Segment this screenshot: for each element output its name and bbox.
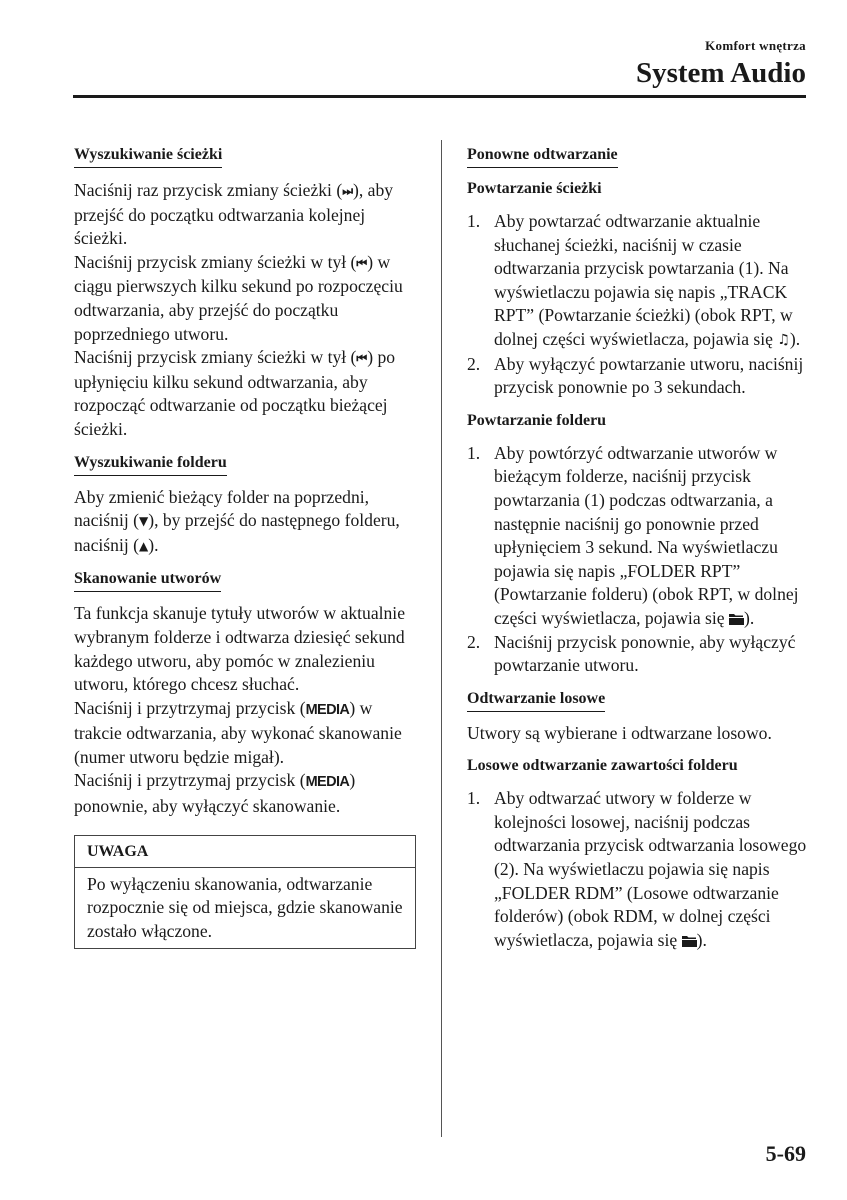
list-number: 2.	[467, 353, 481, 374]
paragraph	[74, 697, 419, 770]
text: Naciśnij przycisk ponownie, aby wyłączyć powtarzanie utworu.	[494, 631, 796, 676]
previous-track-icon: ⏮	[356, 351, 368, 366]
media-button-label: MEDIA	[305, 774, 350, 791]
folder-random-list	[467, 787, 807, 952]
text: Naciśnij przycisk zmiany ścieżki w tył (	[74, 251, 357, 272]
section-label: Komfort wnętrza	[705, 38, 806, 53]
list-number: 1.	[467, 788, 481, 809]
text: Aby zmienić bieżący folder na poprzedni, naciśnij (	[74, 486, 370, 531]
right-column	[467, 140, 807, 952]
list-item	[467, 210, 807, 353]
note-title: UWAGA	[75, 836, 415, 868]
list-number: 2.	[467, 631, 481, 652]
paragraph	[74, 251, 419, 346]
text: ).	[696, 929, 707, 950]
paragraph	[74, 769, 419, 818]
text: ), aby przejść do początku odtwarzania kolejnej ścieżki.	[74, 180, 394, 249]
random-playback-text: Utwory są wybierane i odtwarzane losowo.	[467, 722, 772, 743]
page-title: System Audio	[635, 57, 806, 89]
header-rule	[73, 95, 806, 98]
paragraph	[74, 179, 419, 251]
note-body: Po wyłączeniu skanowania, odtwarzanie rozpocznie się od miejsca, gdzie skanowanie zostało włączone.	[87, 873, 403, 941]
text: Naciśnij i przytrzymaj przycisk (	[74, 697, 306, 718]
text: Aby powtórzyć odtwarzanie utworów w bieżącym folderze, naciśnij przycisk powtarzania (1) podczas odtwarzania, a następnie naciśnij go ponownie przed upłynięciem 3 sekund. Na wyświetlaczu pojawia się napis „FOLDER RPT” (Powtarzanie folderu) (obok RPT, w dolnej części wyświetlacza, pojawia się	[494, 442, 799, 628]
heading-scan: Skanowanie utworów	[74, 568, 221, 592]
heading-random-playback: Odtwarzanie losowe	[467, 688, 605, 712]
text: ) po upłynięciu kilku sekund odtwarzania, aby rozpocząć odtwarzanie od początku bieżącej ścieżki.	[74, 347, 396, 439]
page-number: 5-69	[765, 1141, 806, 1166]
list-item	[467, 787, 807, 952]
column-divider	[441, 140, 442, 1137]
heading-repeat-playback: Ponowne odtwarzanie	[467, 144, 618, 168]
folder-icon	[729, 613, 744, 625]
heading-folder-repeat: Powtarzanie folderu	[467, 411, 607, 429]
next-track-icon: ⏭	[342, 184, 354, 198]
track-search-text	[74, 179, 419, 442]
list-item	[467, 442, 807, 631]
heading-track-search: Wyszukiwanie ścieżki	[74, 144, 222, 168]
list-item	[467, 631, 807, 678]
note-box	[74, 835, 416, 950]
heading-folder-search: Wyszukiwanie folderu	[74, 452, 227, 476]
text: ) w trakcie odtwarzania, aby wykonać skanowanie (numer utworu będzie migał).	[74, 697, 402, 767]
text: Aby odtwarzać utwory w folderze w kolejności losowej, naciśnij podczas odtwarzania przycisk odtwarzania losowego (2). Na wyświetlaczu pojawia się napis „FOLDER RDM” (Losowe odtwarzanie folderów) (obok RDM, w dolnej części wyświetlacza, pojawia się	[494, 788, 807, 950]
paragraph	[74, 346, 419, 441]
text: ) ponownie, aby wyłączyć skanowanie.	[74, 770, 356, 817]
text: ).	[148, 534, 159, 555]
text: ) w ciągu pierwszych kilku sekund po rozpoczęciu odtwarzania, aby przejść do początku poprzedniego utworu.	[74, 251, 403, 344]
text: Aby powtarzać odtwarzanie aktualnie słuchanej ścieżki, naciśnij w czasie odtwarzania przycisk powtarzania (1). Na wyświetlaczu pojawia się napis „TRACK RPT” (Powtarzanie ścieżki) (obok RPT, w dolnej części wyświetlacza, pojawia się	[494, 211, 793, 349]
text: Naciśnij i przytrzymaj przycisk (	[74, 770, 306, 791]
repeat-track-icon: ♫	[777, 331, 790, 348]
text: Aby wyłączyć powtarzanie utworu, naciśnij przycisk ponownie po 3 sekundach.	[494, 353, 804, 398]
heading-folder-random: Losowe odtwarzanie zawartości folderu	[467, 757, 738, 775]
down-arrow-icon: ▼	[138, 514, 149, 529]
text: Naciśnij raz przycisk zmiany ścieżki (	[74, 180, 343, 200]
text: Naciśnij przycisk zmiany ścieżki w tył (	[74, 347, 357, 368]
text: ), by przejść do następnego folderu, naciśnij (	[74, 510, 400, 555]
paragraph: Ta funkcja skanuje tytuły utworów w aktualnie wybranym folderze i odtwarza dziesięć sekund każdego utworu, aby pomóc w znalezieniu utworu, którego chcesz słuchać.	[74, 603, 406, 695]
text: ).	[789, 328, 801, 349]
folder-repeat-list	[467, 442, 807, 678]
text: ).	[743, 607, 755, 628]
folder-icon	[682, 935, 697, 947]
left-column	[74, 140, 419, 949]
media-button-label: MEDIA	[305, 701, 350, 718]
list-number: 1.	[467, 442, 481, 463]
heading-track-repeat: Powtarzanie ścieżki	[467, 180, 602, 197]
track-repeat-list	[467, 210, 807, 400]
list-item	[467, 353, 807, 400]
folder-search-text	[74, 486, 419, 559]
up-arrow-icon: ▲	[138, 538, 149, 553]
previous-track-icon: ⏮	[356, 255, 368, 270]
scan-text	[74, 602, 419, 818]
list-number: 1.	[467, 211, 481, 231]
